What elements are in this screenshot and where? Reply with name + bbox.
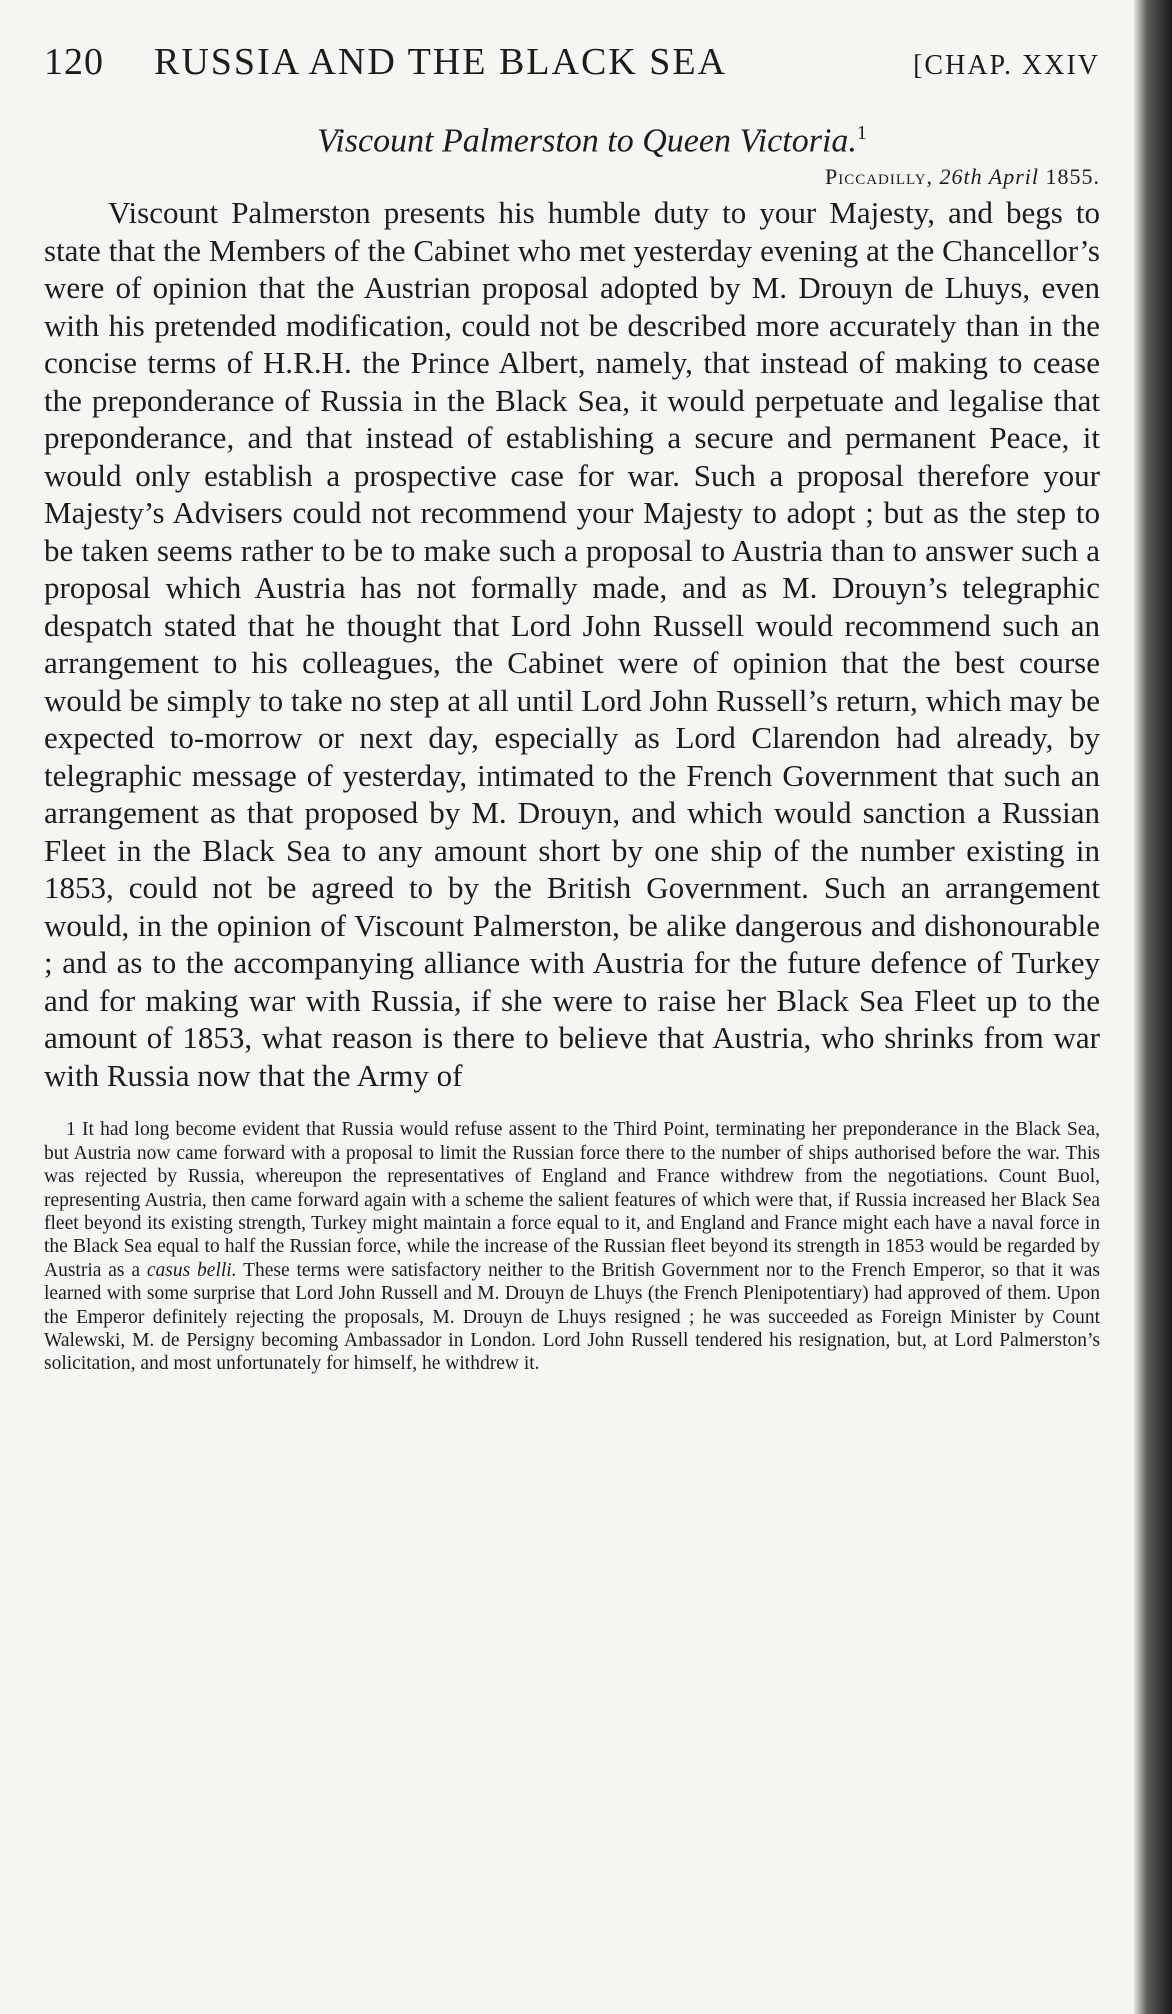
dateline-place: Piccadilly, [824,164,934,190]
footnote-marker: 1 [66,1119,76,1141]
footnote-casus-belli: casus belli. [146,1259,237,1281]
book-page [44,40,1100,1376]
footnote [44,1118,1100,1375]
footnote-reference: 1 [856,122,867,144]
running-title: RUSSIA AND THE BLACK SEA [154,41,728,83]
page-number: 120 [44,41,104,83]
letter-body: Viscount Palmerston presents his humble duty to your Majesty, and begs to state that the Members of the Cabinet who met yesterday evening at the Chancellor’s were of opinion that the Austrian proposal adopted by M. Drouyn de Lhuys, even with his pretended modification, could not be described more accurately than in the concise terms of H.R.H. the Prince Albert, namely, that instead of making to cease the preponderance of Russia in the Black Sea, it would perpetuate and legalise that preponderance, and that instead of establishing a secure and permanent Peace, it would only establish a prospective case for war. Such a proposal therefore your Majesty’s Advisers could not recommend your Majesty to adopt ; but as the step to be taken seems rather to be to make such a proposal to Austria than to answer such a proposal which Austria has not formally made, and as M. Drouyn’s telegraphic despatch stated that he thought that Lord John Russell would recommend such an arrangement to his colleagues, the Cabinet were of opinion that the best course would be simply to take no step at all until Lord John Russell’s return, which may be expected to-morrow or next day, especially as Lord Clarendon had already, by telegraphic message of yesterday, intimated to the French Government that such an arrangement as that proposed by M. Drouyn, and which would sanction a Russian Fleet in the Black Sea to any amount short by one ship of the number existing in 1853, could not be agreed to by the British Government. Such an arrangement would, in the opinion of Viscount Palmerston, be alike dangerous and dishonourable ; and as to the accompanying alliance with Austria for the future defence of Turkey and for making war with Russia, if she were to raise her Black Sea Fleet up to the amount of 1853, what reason is there to believe that Austria, who shrinks from war with Russia now that the Army of [44,195,1100,1093]
letter-heading [44,122,1100,160]
footnote-text-before: It had long become evident that Russia would refuse assent to the Third Point, terminating her preponderance in the Black Sea, but Austria now came forward with a proposal to limit the Russian force there to the number of ships authorised before the war. This was rejected by Russia, whereupon the representatives of England and France withdrew from the negotiations. Count Buol, representing Austria, then came forward again with a scheme the salient features of which were that, if Russia increased her Black Sea fleet beyond its existing strength, Turkey might maintain a force equal to it, and England and France might each have a naval force in the Black Sea equal to half the Russian force, while the increase of the Russian fleet beyond its strength in 1853 would be regarded by Austria as a [44,1119,1101,1281]
dateline-year: 1855. [1045,164,1100,190]
footnote-text-after: These terms were satisfactory neither to the British Government nor to the French Emperor, so that it was learned with some surprise that Lord John Russell and M. Drouyn de Lhuys (the French Plenipotentiary) had approved of them. Upon the Emperor definitely rejecting the proposals, M. Drouyn de Lhuys resigned ; he was succeeded as Foreign Minister by Count Walewski, M. de Persigny becoming Ambassador in London. Lord John Russell tendered his resignation, but, at Lord Palmerston’s solicitation, and most unfortunately for himself, he withdrew it. [44,1259,1100,1375]
running-head [44,40,1100,96]
dateline [44,164,1100,190]
dateline-date: 26th April [939,164,1039,190]
page-edge-shadow [1134,0,1172,2014]
chapter-label: [CHAP. XXIV [913,50,1100,81]
letter-heading-text: Viscount Palmerston to Queen Victoria. [317,122,857,160]
